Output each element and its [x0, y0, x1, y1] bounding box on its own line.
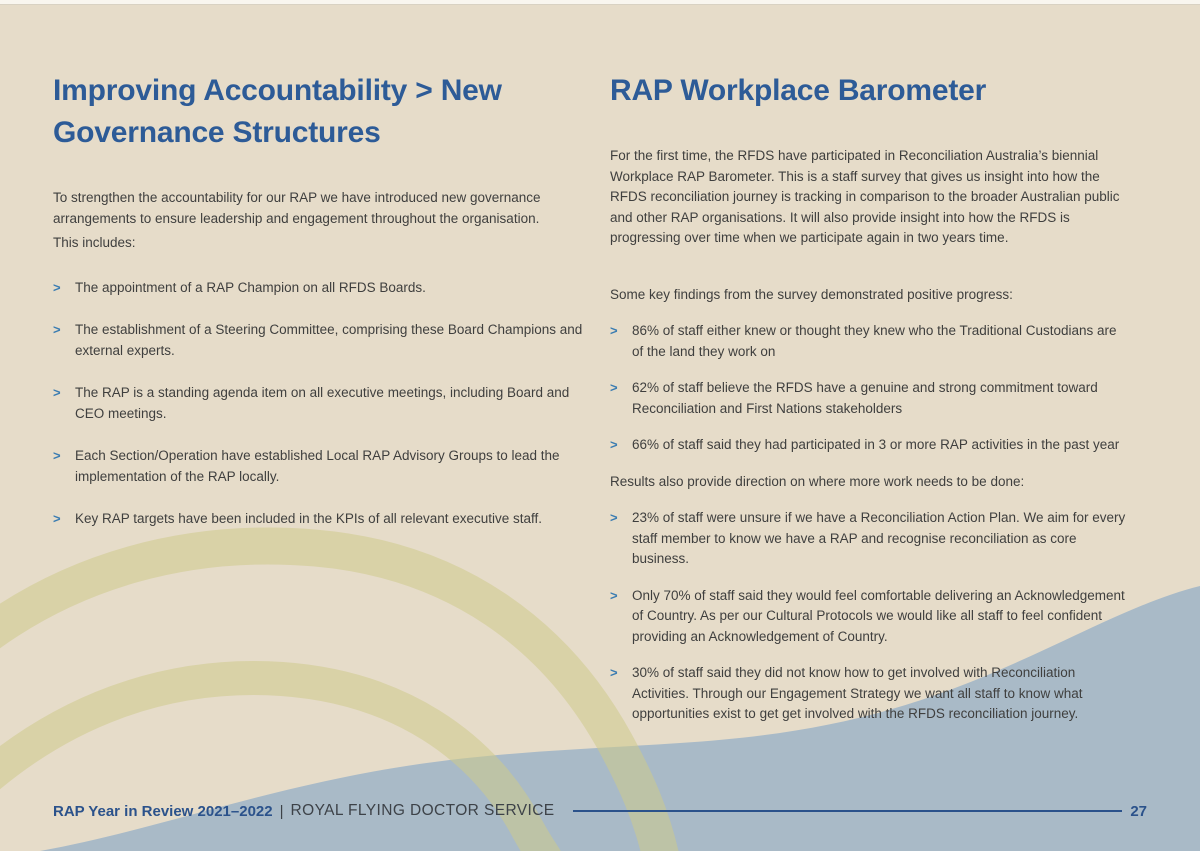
list-item-text: 23% of staff were unsure if we have a Reconciliation Action Plan. We aim for every staff member to know we have a RAP and recognise reconciliation as core business.: [632, 510, 1126, 566]
list-item-text: 66% of staff said they had participated in 3 or more RAP activities in the past year: [632, 437, 1120, 452]
list-item-text: The establishment of a Steering Committee, comprising these Board Champions and external experts.: [75, 322, 583, 358]
left-column: [53, 70, 590, 552]
right-heading: RAP Workplace Barometer: [610, 74, 987, 107]
list-item: [53, 446, 590, 487]
footer-rule: [573, 810, 1123, 812]
list-item: [610, 321, 1131, 362]
list-item: [610, 508, 1131, 570]
bullet-marker: >: [53, 279, 61, 295]
bullet-marker: >: [53, 385, 61, 400]
list-item: [610, 663, 1131, 725]
results-label: Results also provide direction on where more work needs to be done:: [610, 473, 1025, 489]
bullet-marker: >: [610, 587, 618, 603]
improvement-findings-list: [610, 508, 1131, 725]
list-item: [610, 435, 1131, 456]
page-number: 27: [1130, 802, 1147, 820]
list-item-text: The RAP is a standing agenda item on all executive meetings, including Board and CEO meetings.: [75, 385, 570, 421]
list-item: [53, 509, 590, 530]
list-item: [610, 378, 1131, 419]
footer-separator: |: [279, 802, 284, 820]
bullet-marker: >: [610, 437, 618, 452]
list-item-text: 86% of staff either knew or thought they knew who the Traditional Custodians are of the land they work on: [632, 323, 1117, 359]
bullet-marker: >: [53, 448, 61, 463]
list-item: [610, 586, 1131, 648]
list-item: [53, 383, 590, 424]
bullet-marker: >: [53, 511, 61, 526]
list-item-text: 62% of staff believe the RFDS have a genuine and strong commitment toward Reconciliation and First Nations stakeholders: [632, 380, 1098, 416]
list-item: [53, 278, 590, 299]
governance-list: [53, 278, 590, 530]
findings-label: Some key findings from the survey demonstrated positive progress:: [610, 286, 1013, 302]
footer-organisation: ROYAL FLYING DOCTOR SERVICE: [290, 802, 555, 819]
list-item-text: 30% of staff said they did not know how to get involved with Reconciliation Activities. Through our Engagement Strategy we want all staff to know what opportunities exist to get get involved with the RFDS reconciliation journey.: [632, 665, 1083, 721]
list-item: [53, 320, 590, 361]
bullet-marker: >: [53, 322, 61, 337]
left-intro-paragraph: To strengthen the accountability for our RAP we have introduced new governance arrangements to ensure leadership and engagement throughout the organisation.: [53, 190, 541, 226]
list-item-text: Each Section/Operation have established Local RAP Advisory Groups to lead the implementation of the RAP locally.: [75, 448, 560, 484]
positive-findings-list: [610, 321, 1131, 456]
bullet-marker: >: [610, 380, 618, 395]
list-item-text: Only 70% of staff said they would feel comfortable delivering an Acknowledgement of Country. As per our Cultural Protocols we would like all staff to feel confident providing an Acknowledgement of Country.: [632, 587, 1125, 644]
right-intro-paragraph: For the first time, the RFDS have participated in Reconciliation Australia’s biennial Workplace RAP Barometer. This is a staff survey that gives us insight into how the RFDS reconciliation journey is tracking in comparison to the broader Australian public and other RAP organisations. It will also provide insight into how the RFDS is progressing over time when we participate again in two years time.: [610, 148, 1120, 245]
bullet-marker: >: [610, 665, 618, 680]
bullet-marker: >: [610, 510, 618, 525]
footer-review-label: RAP Year in Review 2021–2022: [53, 802, 273, 820]
includes-label: This includes:: [53, 235, 136, 250]
list-item-text: Key RAP targets have been included in the KPIs of all relevant executive staff.: [75, 511, 543, 526]
right-column: [610, 70, 1131, 741]
page-top-edge: [0, 0, 1200, 5]
bullet-marker: >: [610, 323, 618, 338]
left-heading: Improving Accountability > New Governance Structures: [53, 74, 502, 149]
list-item-text: The appointment of a RAP Champion on all RFDS Boards.: [75, 279, 426, 295]
page-footer: [53, 802, 1147, 820]
